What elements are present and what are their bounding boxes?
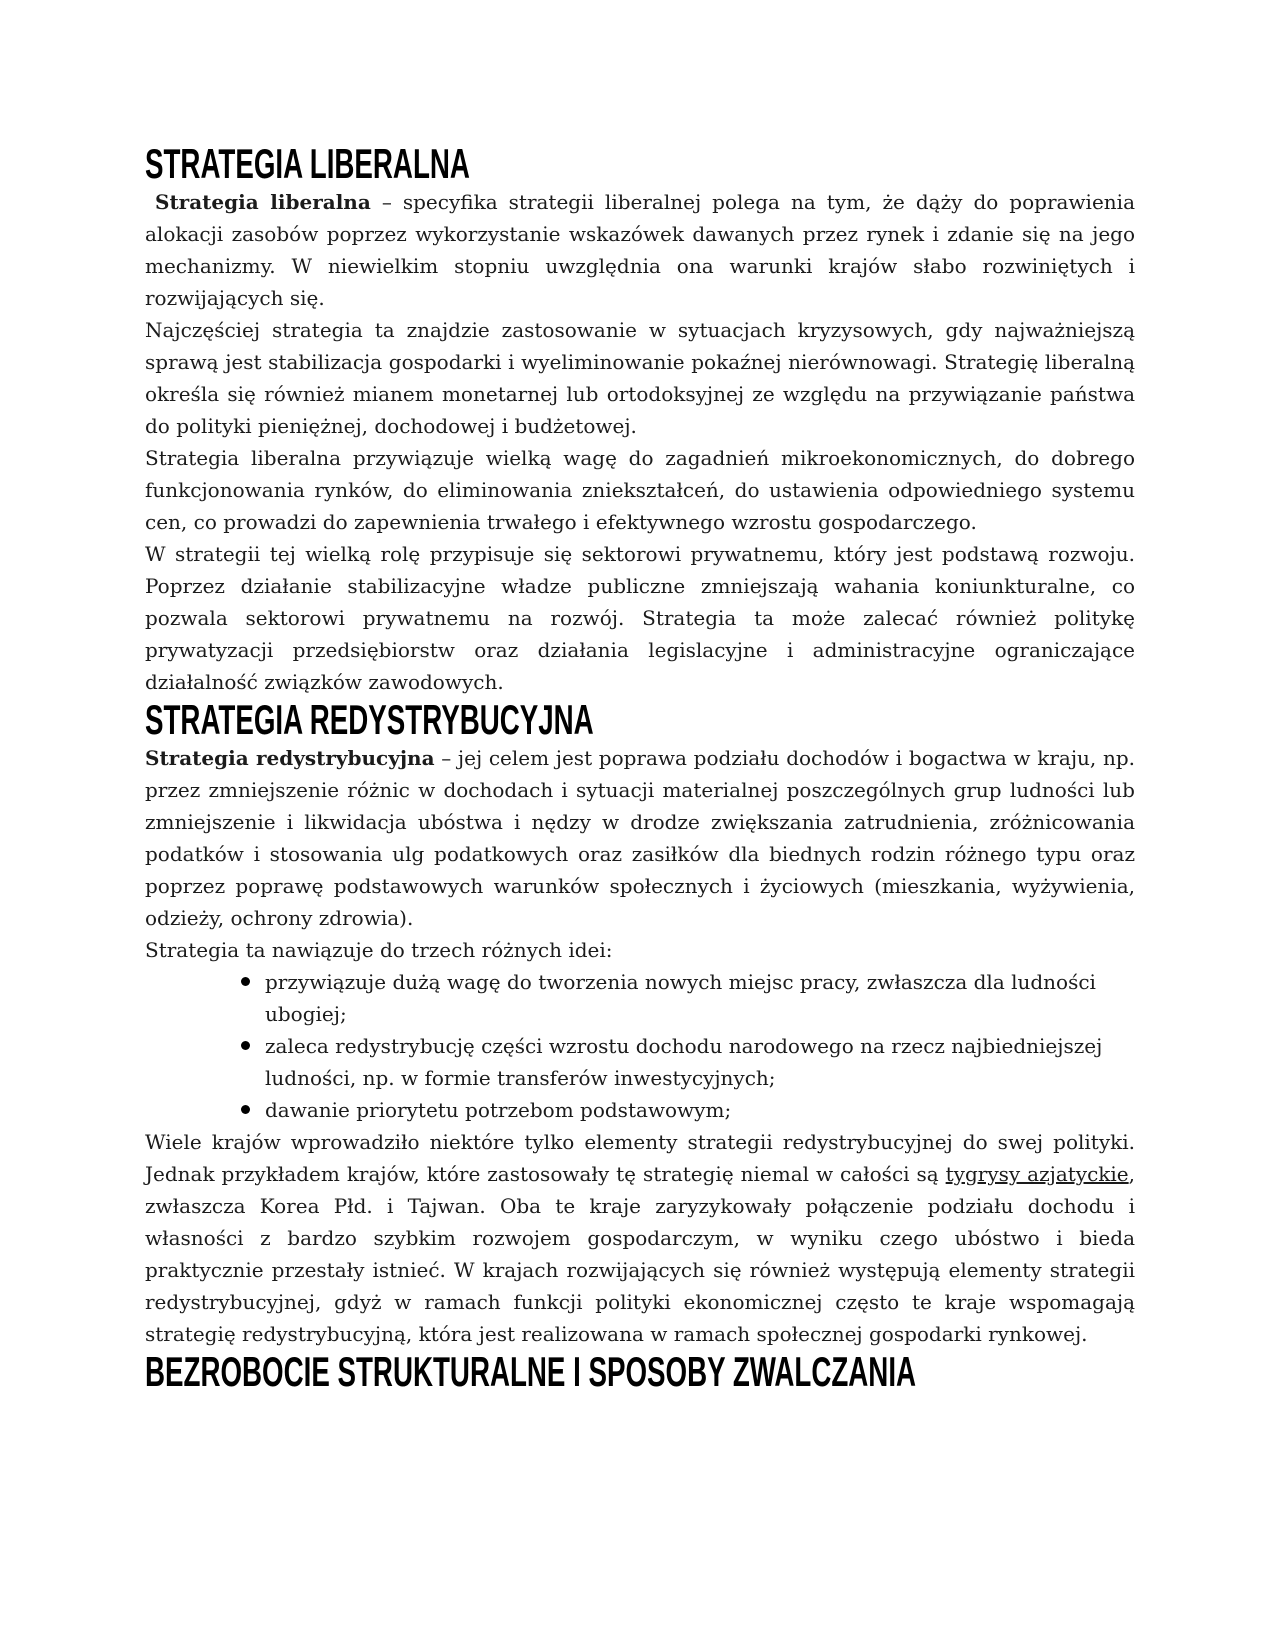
list-item	[145, 1030, 1135, 1094]
list-item	[145, 966, 1135, 1030]
paragraph-text: – specyfika strategii liberalnej polega na tym, że dąży do poprawienia alokacji zasobów poprzez wykorzystanie wskazówek dawanych przez rynek i zdanie się na jego mechanizmy. W niewielkim stopniu uwzględnia ona warunki krajów słabo rozwiniętych i rozwijających się.	[145, 190, 1135, 310]
bullet-icon	[241, 1041, 250, 1050]
list-item-text: dawanie priorytetu potrzebom podstawowym;	[265, 1098, 732, 1122]
section-strategia-liberalna	[145, 142, 1135, 698]
section-strategia-redystrybucyjna	[145, 698, 1135, 1350]
list-item-text: przywiązuje dużą wagę do tworzenia nowych miejsc pracy, zwłaszcza dla ludności ubogiej;	[265, 970, 1096, 1026]
heading-strategia-liberalna: STRATEGIA LIBERALNA	[145, 140, 470, 187]
paragraph-wiele-krajow	[145, 1126, 1135, 1350]
idee-bullet-list	[145, 966, 1135, 1126]
paragraph-najczesciej: Najczęściej strategia ta znajdzie zastosowanie w sytuacjach kryzysowych, gdy najważniejszą sprawą jest stabilizacja gospodarki i wyeliminowanie pokaźnej nierównowagi. Strategię liberalną określa się również mianem monetarnej lub ortodoksyjnej ze względu na przywiązanie państwa do polityki pieniężnej, dochodowej i budżetowej.	[145, 318, 1135, 438]
list-item-text: zaleca redystrybucję części wzrostu dochodu narodowego na rzecz najbiedniejszej ludności, np. w formie transferów inwestycyjnych;	[265, 1034, 1103, 1090]
term-strategia-redystrybucyjna: Strategia redystrybucyjna	[145, 746, 435, 770]
paragraph-sektor-prywatny: W strategii tej wielką rolę przypisuje się sektorowi prywatnemu, który jest podstawą rozwoju. Poprzez działanie stabilizacyjne władze publiczne zmniejszają wahania koniunkturalne, co pozwala sektorowi prywatnemu na rozwój. Strategia ta może zalecać również politykę prywatyzacji przedsiębiorstw oraz działania legislacyjne i administracyjne ograniczające działalność związków zawodowych.	[145, 542, 1135, 694]
section-bezrobocie-strukturalne	[145, 1350, 1135, 1394]
paragraph-text: Wiele krajów wprowadziło niektóre tylko elementy strategii redystrybucyjnej do swej polityki. Jednak przykładem krajów, które zastosowały tę strategię niemal w całości są	[145, 1130, 1135, 1186]
paragraph-definition-redystrybucyjna	[145, 742, 1135, 934]
bullet-icon	[241, 1105, 250, 1114]
list-intro-trzy-idee: Strategia ta nawiązuje do trzech różnych idei:	[145, 938, 613, 962]
paragraph-definition-liberalna	[145, 186, 1135, 314]
list-item	[145, 1094, 1135, 1126]
term-strategia-liberalna: Strategia liberalna	[155, 190, 371, 214]
heading-strategia-redystrybucyjna: STRATEGIA REDYSTRYBUCYJNA	[145, 696, 594, 743]
heading-bezrobocie-strukturalne: BEZROBOCIE STRUKTURALNE I SPOSOBY ZWALCZANIA	[145, 1348, 917, 1395]
paragraph-text: , zwłaszcza Korea Płd. i Tajwan. Oba te kraje zaryzykowały połączenie podziału dochodu i własności z bardzo szybkim rozwojem gospodarczym, w wyniku czego ubóstwo i bieda praktycznie przestały istnieć. W krajach rozwijających się również występują elementy strategii redystrybucyjnej, gdyż w ramach funkcji polityki ekonomicznej często te kraje wspomagają strategię redystrybucyjną, która jest realizowana w ramach społecznej gospodarki rynkowej.	[145, 1162, 1135, 1346]
paragraph-text: – jej celem jest poprawa podziału dochodów i bogactwa w kraju, np. przez zmniejszenie różnic w dochodach i sytuacji materialnej poszczególnych grup ludności lub zmniejszenie i likwidacja ubóstwa i nędzy w drodze zwiększania zatrudnienia, zróżnicowania podatków i stosowania ulg podatkowych oraz zasiłków dla biednych rodzin różnego typu oraz poprzez poprawę podstawowych warunków społecznych i życiowych (mieszkania, wyżywienia, odzieży, ochrony zdrowia).	[145, 746, 1135, 930]
bullet-icon	[241, 977, 250, 986]
underlined-phrase-tygrysy-azjatyckie: tygrysy azjatyckie	[945, 1162, 1129, 1186]
paragraph-mikroekonomia: Strategia liberalna przywiązuje wielką wagę do zagadnień mikroekonomicznych, do dobrego funkcjonowania rynków, do eliminowania zniekształceń, do ustawienia odpowiedniego systemu cen, co prowadzi do zapewnienia trwałego i efektywnego wzrostu gospodarczego.	[145, 446, 1135, 534]
